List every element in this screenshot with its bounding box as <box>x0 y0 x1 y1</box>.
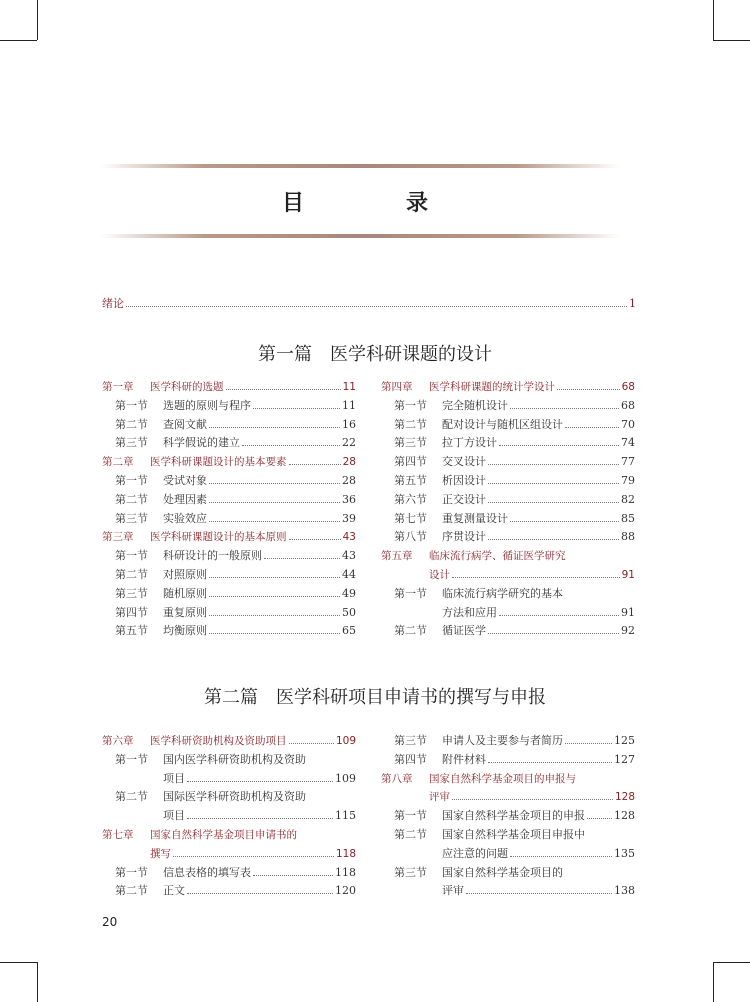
toc-entry-number: 第三章 <box>102 531 134 544</box>
toc-entry-title: 撰写 <box>150 847 171 860</box>
toc-entry-title: 申请人及主要参与者简历 <box>442 734 563 747</box>
toc-entry-number: 第三节 <box>115 436 148 450</box>
toc-leader-dots <box>253 408 340 409</box>
intro-title: 绪论 <box>102 297 124 310</box>
toc-chapter-entry[interactable] <box>102 845 356 864</box>
toc-entry-number: 第四章 <box>381 381 413 393</box>
toc-entry-number: 第六节 <box>394 492 427 506</box>
toc-leader-dots <box>565 743 612 744</box>
toc-entry-number: 第七节 <box>394 511 427 525</box>
toc-section-entry[interactable] <box>102 434 356 453</box>
toc-column-right-1 <box>381 378 635 641</box>
toc-entry-page: 79 <box>621 473 635 487</box>
toc-entry-title: 完全随机设计 <box>442 398 508 412</box>
toc-entry-number: 第四节 <box>394 455 427 469</box>
toc-entry-number: 第二节 <box>394 624 427 638</box>
toc-section-entry[interactable] <box>102 416 356 435</box>
toc-entry-title: 对照原则 <box>163 567 207 581</box>
toc-entry-page: 68 <box>621 398 635 412</box>
toc-entry-title: 医学科研课题设计的基本原则 <box>150 531 287 544</box>
toc-leader-dots <box>209 427 340 428</box>
toc-leader-dots <box>488 483 619 484</box>
toc-section-entry[interactable] <box>102 770 356 789</box>
toc-entry-title: 查阅文献 <box>163 417 207 431</box>
toc-leader-dots <box>226 389 341 390</box>
toc-entry-page: 43 <box>342 531 356 544</box>
toc-entry-page: 68 <box>621 381 635 393</box>
toc-entry-page: 43 <box>342 549 356 563</box>
toc-leader-dots <box>187 893 333 894</box>
toc-leader-dots <box>510 408 619 409</box>
toc-entry-title: 应注意的问题 <box>442 846 508 860</box>
toc-section-entry[interactable] <box>102 622 356 641</box>
toc-section-entry[interactable] <box>102 807 356 826</box>
toc-entry-page: 127 <box>614 752 635 766</box>
toc-entry-page: 109 <box>335 735 356 747</box>
toc-entry-title: 序贯设计 <box>442 530 486 544</box>
toc-entry-number: 第五章 <box>381 550 413 563</box>
toc-entry-page: 11 <box>342 398 356 412</box>
toc-leader-dots <box>499 615 619 616</box>
toc-entry-title: 科研设计的一般原则 <box>163 549 262 563</box>
toc-entry-number: 第一章 <box>102 381 134 393</box>
toc-leader-dots <box>488 464 619 465</box>
toc-entry-page: 65 <box>342 624 356 638</box>
toc-leader-dots <box>587 818 612 819</box>
toc-chapter-entry[interactable] <box>102 732 356 751</box>
toc-entry-number: 第三节 <box>394 734 427 747</box>
toc-entry-number: 第二节 <box>115 417 148 431</box>
toc-leader-dots <box>209 596 340 597</box>
toc-entry-page: 85 <box>621 511 635 525</box>
part-title-2: 第二篇 医学科研项目申请书的撰写与申报 <box>204 687 546 708</box>
toc-entry-page: 115 <box>335 809 356 823</box>
toc-entry-title: 信息表格的填写表 <box>163 865 251 879</box>
toc-leader-dots <box>488 502 619 503</box>
toc-leader-dots <box>209 483 340 484</box>
toc-entry-title: 实验效应 <box>163 511 207 525</box>
toc-leader-dots <box>488 539 619 540</box>
toc-entry-page: 118 <box>335 847 356 860</box>
toc-entry-page: 28 <box>342 473 356 487</box>
toc-leader-dots <box>264 558 340 559</box>
toc-entry-page: 70 <box>621 417 635 431</box>
toc-leader-dots <box>510 856 612 857</box>
toc-section-entry[interactable] <box>102 491 356 510</box>
toc-entry-page: 22 <box>342 436 356 450</box>
toc-section-entry[interactable] <box>381 807 635 826</box>
toc-leader-dots <box>488 633 619 634</box>
toc-entry-page: 82 <box>621 492 635 506</box>
toc-entry-page: 135 <box>614 846 635 860</box>
toc-section-entry[interactable] <box>381 622 635 641</box>
toc-entry-number: 第二章 <box>102 456 134 469</box>
crop-mark-top-right-v <box>713 0 714 40</box>
intro-entry[interactable] <box>102 295 636 311</box>
toc-leader-dots <box>499 445 619 446</box>
toc-entry-title: 重复测量设计 <box>442 511 508 525</box>
toc-section-entry[interactable] <box>102 547 356 566</box>
crop-mark-bottom-right-v <box>713 962 714 1002</box>
toc-section-entry[interactable] <box>381 826 635 845</box>
toc-leader-dots <box>187 781 333 782</box>
toc-entry-title: 医学科研资助机构及资助项目 <box>150 735 287 747</box>
toc-entry-title: 评审 <box>442 884 464 898</box>
toc-entry-page: 50 <box>342 605 356 619</box>
toc-entry-title: 国家自然科学基金项目的申报与 <box>429 772 576 785</box>
toc-entry-number: 第五节 <box>394 473 427 487</box>
toc-chapter-entry[interactable] <box>381 788 635 807</box>
toc-leader-dots <box>488 762 612 763</box>
toc-section-entry[interactable] <box>381 397 635 416</box>
toc-section-entry[interactable] <box>381 510 635 529</box>
title-band-bottom <box>100 234 620 238</box>
toc-entry-number: 第八节 <box>394 530 427 544</box>
toc-entry-page: 49 <box>342 586 356 600</box>
toc-section-entry[interactable] <box>102 604 356 623</box>
toc-entry-number: 第四节 <box>115 605 148 619</box>
part-title-1: 第一篇 医学科研课题的设计 <box>258 344 492 365</box>
toc-leader-dots <box>466 893 612 894</box>
toc-section-entry[interactable] <box>381 434 635 453</box>
toc-entry-title: 随机原则 <box>163 586 207 600</box>
toc-leader-dots <box>510 521 619 522</box>
toc-section-entry[interactable] <box>381 882 635 901</box>
toc-entry-page: 88 <box>621 530 635 544</box>
toc-leader-dots <box>209 502 340 503</box>
toc-leader-dots <box>289 464 341 465</box>
toc-section-entry[interactable] <box>381 751 635 770</box>
toc-entry-title: 处理因素 <box>163 492 207 506</box>
toc-entry-page: 39 <box>342 511 356 525</box>
toc-entry-page: 128 <box>614 791 635 804</box>
toc-entry-title: 析因设计 <box>442 473 486 487</box>
toc-entry-number: 第一节 <box>394 586 427 600</box>
toc-entry-page: 118 <box>335 865 356 879</box>
toc-entry-page: 91 <box>621 568 635 581</box>
toc-entry-page: 125 <box>614 734 635 747</box>
page-title: 目 录 <box>281 191 468 216</box>
toc-leader-dots <box>289 539 341 540</box>
toc-leader-dots <box>209 615 340 616</box>
toc-section-entry[interactable] <box>102 788 356 807</box>
toc-entry-title: 国家自然科学基金项目申请书的 <box>150 828 297 841</box>
toc-entry-title: 循证医学 <box>442 624 486 638</box>
toc-section-entry[interactable] <box>381 732 635 751</box>
toc-section-entry[interactable] <box>102 585 356 604</box>
toc-entry-title: 正文 <box>163 884 185 898</box>
toc-entry-number: 第二节 <box>115 492 148 506</box>
toc-entry-number: 第一节 <box>115 398 148 412</box>
toc-chapter-entry[interactable] <box>102 453 356 472</box>
toc-entry-number: 第一节 <box>115 549 148 563</box>
intro-leader-dots <box>126 306 627 307</box>
toc-entry-title: 设计 <box>429 568 450 581</box>
toc-entry-title: 评审 <box>429 791 450 804</box>
toc-section-entry[interactable] <box>381 453 635 472</box>
toc-leader-dots <box>565 427 619 428</box>
toc-entry-page: 28 <box>342 456 356 469</box>
toc-section-entry[interactable] <box>381 845 635 864</box>
toc-entry-title: 国内医学科研资助机构及资助 <box>163 752 306 766</box>
toc-entry-title: 受试对象 <box>163 473 207 487</box>
toc-entry-page: 74 <box>621 436 635 450</box>
toc-entry-number: 第二节 <box>115 790 148 804</box>
toc-section-entry[interactable] <box>381 528 635 547</box>
toc-entry-title: 交叉设计 <box>442 455 486 469</box>
toc-entry-number: 第一节 <box>115 473 148 487</box>
toc-section-entry[interactable] <box>102 751 356 770</box>
toc-entry-title: 国家自然科学基金项目申报中 <box>442 827 585 841</box>
toc-leader-dots <box>452 577 620 578</box>
toc-entry-page: 36 <box>342 492 356 506</box>
toc-entry-number: 第四节 <box>394 752 427 766</box>
crop-mark-bottom-right-h <box>713 962 750 963</box>
toc-leader-dots <box>209 633 340 634</box>
toc-entry-title: 临床流行病学研究的基本 <box>442 586 563 600</box>
toc-section-entry[interactable] <box>102 882 356 901</box>
toc-entry-title: 国家自然科学基金项目的申报 <box>442 809 585 823</box>
toc-entry-number: 第一节 <box>394 398 427 412</box>
toc-leader-dots <box>209 521 340 522</box>
toc-entry-number: 第七章 <box>102 828 134 841</box>
toc-entry-number: 第三节 <box>115 511 148 525</box>
toc-section-entry[interactable] <box>381 416 635 435</box>
toc-entry-title: 科学假说的建立 <box>163 436 240 450</box>
toc-entry-title: 国家自然科学基金项目的 <box>442 865 563 879</box>
toc-section-entry[interactable] <box>381 585 635 604</box>
toc-entry-number: 第八章 <box>381 772 413 785</box>
toc-entry-title: 医学科研课题设计的基本要素 <box>150 456 287 469</box>
toc-entry-page: 44 <box>342 567 356 581</box>
toc-chapter-entry[interactable] <box>381 566 635 585</box>
toc-chapter-entry[interactable] <box>381 547 635 566</box>
toc-entry-number: 第二节 <box>394 417 427 431</box>
toc-entry-number: 第六章 <box>102 735 134 747</box>
crop-mark-top-left-h <box>0 40 37 41</box>
toc-entry-title: 选题的原则与程序 <box>163 398 251 412</box>
crop-mark-top-left-v <box>37 0 38 40</box>
toc-column-right-2 <box>381 732 635 901</box>
page-number: 20 <box>102 915 118 929</box>
crop-mark-top-right-h <box>713 40 750 41</box>
toc-entry-title: 均衡原则 <box>163 624 207 638</box>
toc-entry-title: 医学科研课题的统计学设计 <box>429 381 555 393</box>
toc-entry-page: 91 <box>621 605 635 619</box>
toc-entry-title: 配对设计与随机区组设计 <box>442 417 563 431</box>
toc-entry-title: 医学科研的选题 <box>150 381 224 393</box>
toc-column-left-2 <box>102 732 356 901</box>
toc-section-entry[interactable] <box>102 566 356 585</box>
toc-entry-number: 第二节 <box>115 884 148 898</box>
toc-leader-dots <box>187 818 333 819</box>
toc-section-entry[interactable] <box>381 491 635 510</box>
toc-entry-page: 11 <box>342 381 356 393</box>
toc-section-entry[interactable] <box>102 472 356 491</box>
toc-chapter-entry[interactable] <box>102 528 356 547</box>
toc-entry-title: 国际医学科研资助机构及资助 <box>163 790 306 804</box>
toc-entry-number: 第一节 <box>115 865 148 879</box>
toc-entry-number: 第三节 <box>394 436 427 450</box>
toc-chapter-entry[interactable] <box>381 770 635 789</box>
toc-entry-title: 项目 <box>163 771 185 785</box>
toc-entry-number: 第一节 <box>394 809 427 823</box>
toc-leader-dots <box>289 743 334 744</box>
toc-entry-page: 120 <box>335 884 356 898</box>
toc-entry-number: 第三节 <box>115 586 148 600</box>
toc-section-entry[interactable] <box>102 864 356 883</box>
toc-section-entry[interactable] <box>381 864 635 883</box>
toc-entry-title: 附件材料 <box>442 752 486 766</box>
toc-entry-title: 方法和应用 <box>442 605 497 619</box>
toc-chapter-entry[interactable] <box>102 826 356 845</box>
toc-chapter-entry[interactable] <box>381 378 635 397</box>
crop-mark-bottom-left-v <box>37 962 38 1002</box>
toc-section-entry[interactable] <box>102 397 356 416</box>
toc-entry-number: 第三节 <box>394 865 427 879</box>
toc-entry-title: 正交设计 <box>442 492 486 506</box>
toc-entry-title: 重复原则 <box>163 605 207 619</box>
toc-entry-number: 第二节 <box>394 827 427 841</box>
toc-entry-title: 拉丁方设计 <box>442 436 497 450</box>
toc-chapter-entry[interactable] <box>102 378 356 397</box>
toc-leader-dots <box>173 856 334 857</box>
toc-entry-page: 16 <box>342 417 356 431</box>
crop-mark-bottom-left-h <box>0 962 37 963</box>
toc-entry-page: 92 <box>621 624 635 638</box>
toc-entry-page: 77 <box>621 455 635 469</box>
toc-leader-dots <box>452 799 613 800</box>
toc-leader-dots <box>557 389 620 390</box>
toc-leader-dots <box>209 577 340 578</box>
toc-entry-page: 109 <box>335 771 356 785</box>
toc-leader-dots <box>253 875 333 876</box>
toc-section-entry[interactable] <box>381 604 635 623</box>
toc-entry-page: 128 <box>614 809 635 823</box>
toc-entry-title: 临床流行病学、循证医学研究 <box>429 550 566 563</box>
toc-entry-number: 第二节 <box>115 567 148 581</box>
toc-section-entry[interactable] <box>381 472 635 491</box>
toc-column-left-1 <box>102 378 356 641</box>
intro-page: 1 <box>629 297 636 310</box>
toc-section-entry[interactable] <box>102 510 356 529</box>
toc-entry-number: 第五节 <box>115 624 148 638</box>
toc-leader-dots <box>242 445 340 446</box>
toc-entry-number: 第一节 <box>115 752 148 766</box>
toc-entry-title: 项目 <box>163 809 185 823</box>
toc-entry-page: 138 <box>614 884 635 898</box>
title-band-top <box>100 164 620 168</box>
